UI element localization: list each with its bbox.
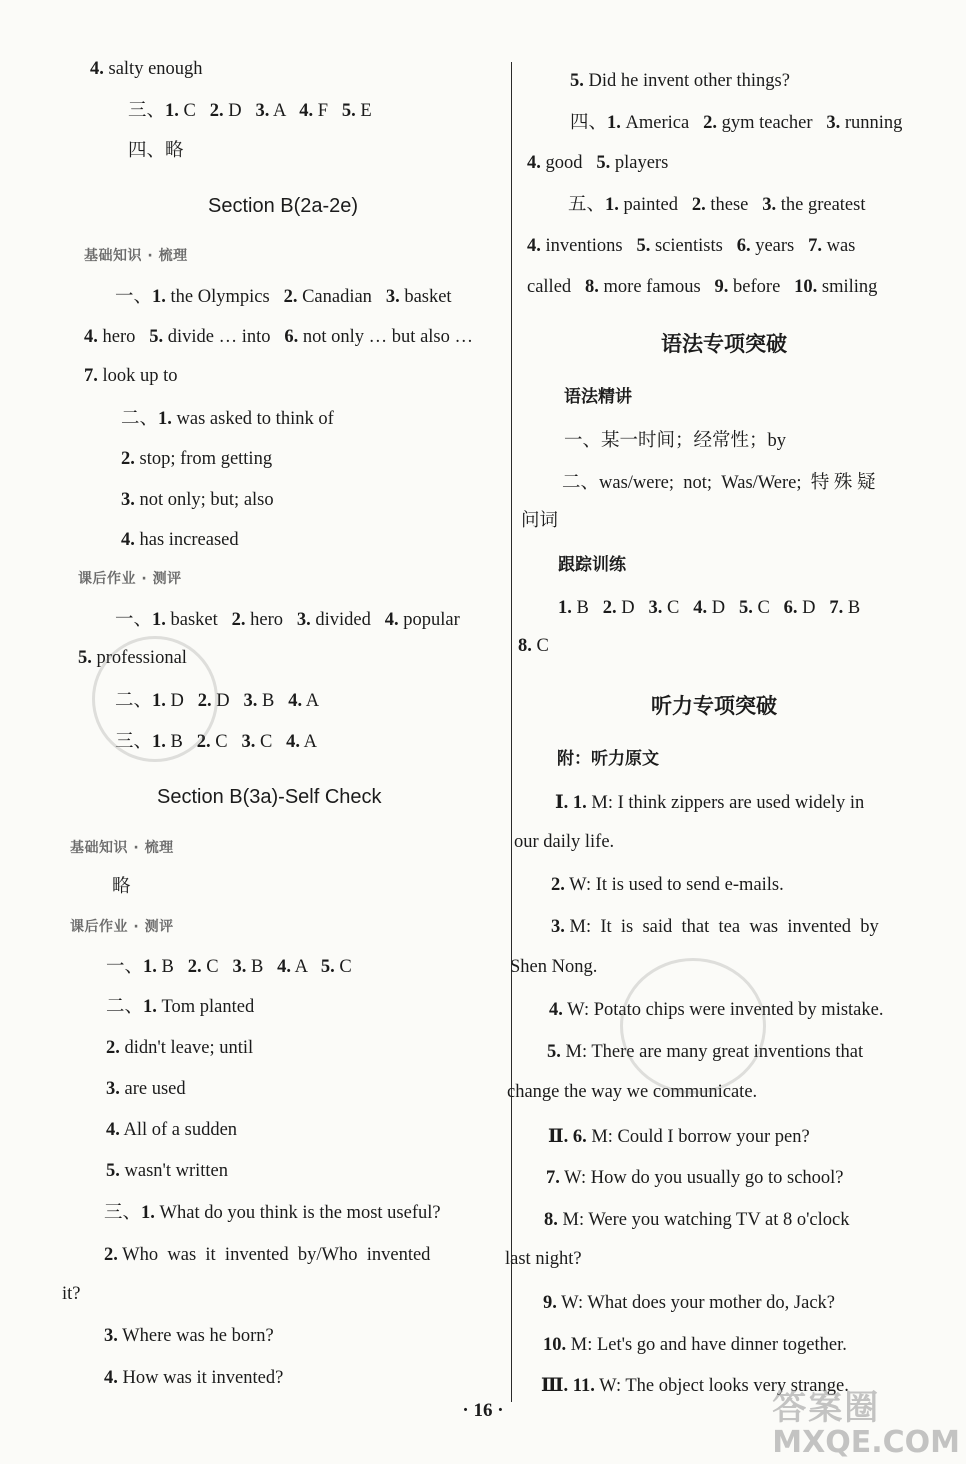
answer-line: 二、was/were; not; Was/Were; 特 殊 疑 — [562, 473, 876, 493]
answer-line: 8. M: Were you watching TV at 8 o'clock — [544, 1210, 850, 1230]
watermark-en: MXQE.COM — [772, 1425, 960, 1460]
watermark-cn: 答案圈 — [772, 1388, 881, 1428]
subsection-label: 基础知识 · 梳理 — [70, 840, 174, 856]
answer-line: 三、1. What do you think is the most useful? — [104, 1203, 441, 1223]
answer-line: 4. How was it invented? — [104, 1368, 284, 1388]
faint-stamp-left — [92, 636, 218, 762]
answer-line: 一、1. B 2. C 3. B 4. A 5. C — [106, 957, 352, 977]
answer-line: 7. W: How do you usually go to school? — [546, 1168, 844, 1188]
faint-stamp-right — [620, 958, 766, 1094]
answer-line: 问词 — [521, 511, 559, 531]
answer-line: 4. salty enough — [90, 59, 203, 79]
answer-line: 四、略 — [128, 141, 184, 161]
answer-line: Ⅰ. 1. M: I think zippers are used widely in — [555, 793, 865, 813]
answer-line: 3. Where was he born? — [104, 1326, 274, 1346]
answer-line: 略 — [112, 877, 131, 897]
answer-line: 三、1. C 2. D 3. A 4. F 5. E — [128, 101, 372, 121]
answer-line: 5. Did he invent other things? — [570, 71, 790, 91]
watermark-logo — [772, 1380, 960, 1460]
answer-line: 7. look up to — [84, 366, 178, 386]
answer-line: last night? — [505, 1249, 582, 1269]
answer-line: 3. M: It is said that tea was invented by — [551, 917, 879, 937]
answer-line: 3. not only; but; also — [121, 490, 274, 510]
answer-line: 4. has increased — [121, 530, 239, 550]
answer-line: 5. professional — [78, 648, 187, 668]
answer-line: 4. All of a sudden — [106, 1120, 238, 1140]
answer-line: 8. C — [518, 636, 549, 656]
answer-line: Ⅱ. 6. M: Could I borrow your pen? — [548, 1127, 810, 1147]
answer-line: Shen Nong. — [510, 957, 598, 977]
answer-line: it? — [62, 1284, 81, 1304]
answer-line: 四、1. America 2. gym teacher 3. running — [570, 113, 903, 133]
answer-line: 9. W: What does your mother do, Jack? — [543, 1293, 835, 1313]
answer-line: 1. B 2. D 3. C 4. D 5. C 6. D 7. B — [558, 598, 861, 618]
section-heading: 语法专项突破 — [661, 332, 787, 356]
answer-line: 4. hero 5. divide … into 6. not only … but also … — [84, 327, 474, 347]
answer-line: 二、1. was asked to think of — [121, 409, 334, 429]
answer-line: 三、1. B 2. C 3. C 4. A — [115, 732, 318, 752]
subsection-label: 课后作业 · 测评 — [78, 571, 182, 587]
answer-line: 一、1. the Olympics 2. Canadian 3. basket — [115, 287, 452, 307]
answer-line: 4. W: Potato chips were invented by mistake. — [549, 1000, 884, 1020]
answer-line: 3. are used — [106, 1079, 186, 1099]
answer-line: our daily life. — [514, 832, 615, 852]
answer-line: 二、1. Tom planted — [106, 997, 255, 1017]
section-heading: 听力专项突破 — [651, 694, 777, 718]
subsection-label: 附：听力原文 — [557, 749, 659, 769]
page-number: · 16 · — [462, 1400, 504, 1421]
answer-line: 5. wasn't written — [106, 1161, 229, 1181]
answer-line: 4. inventions 5. scientists 6. years 7. was — [527, 236, 856, 256]
answer-line: called 8. more famous 9. before 10. smiling — [527, 277, 878, 297]
subsection-label: 基础知识 · 梳理 — [84, 248, 188, 264]
answer-line: 2. W: It is used to send e-mails. — [551, 875, 784, 895]
answer-line: 2. stop; from getting — [121, 449, 273, 469]
answer-line: 5. M: There are many great inventions that — [547, 1042, 864, 1062]
column-divider — [511, 62, 512, 1402]
section-heading: Section B(3a)-Self Check — [157, 786, 382, 808]
answer-line: 五、1. painted 2. these 3. the greatest — [568, 195, 866, 215]
answer-line: 10. M: Let's go and have dinner together. — [543, 1335, 847, 1355]
answer-line: 4. good 5. players — [527, 153, 669, 173]
answer-line: change the way we communicate. — [507, 1082, 758, 1102]
subsection-label: 语法精讲 — [564, 387, 632, 407]
answer-line: 一、某一时间；经常性；by — [564, 431, 787, 451]
answer-line: 二、1. D 2. D 3. B 4. A — [115, 691, 320, 711]
answer-line: 一、1. basket 2. hero 3. divided 4. popular — [115, 610, 460, 630]
answer-line: Ⅲ. 11. W: The object looks very strange. — [541, 1376, 849, 1396]
section-heading: Section B(2a-2e) — [208, 195, 359, 217]
answer-line: 2. didn't leave; until — [106, 1038, 254, 1058]
answer-line: 2. Who was it invented by/Who invented — [104, 1245, 431, 1265]
subsection-label: 课后作业 · 测评 — [70, 919, 174, 935]
subsection-label: 跟踪训练 — [558, 555, 626, 575]
